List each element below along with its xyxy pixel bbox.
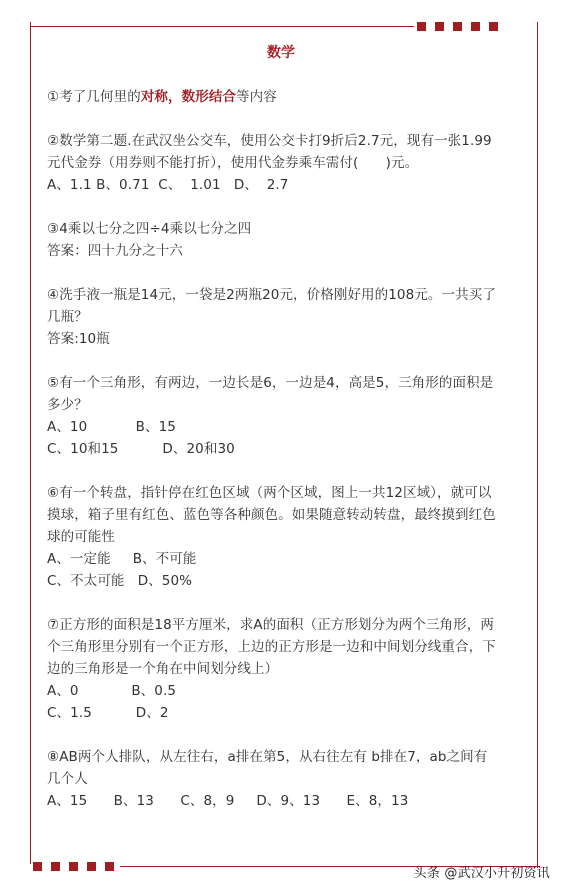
question-text	[47, 86, 499, 108]
question-answer: 答案：四十九分之十六	[47, 243, 183, 259]
question-1	[47, 86, 499, 108]
question-7	[47, 614, 499, 724]
top-border-line	[30, 26, 414, 27]
deco-square	[51, 862, 60, 871]
deco-square	[471, 22, 480, 31]
question-text: ③4乘以七分之四÷4乘以七分之四	[47, 221, 252, 237]
question-options: C、不太可能 D、50%	[47, 573, 193, 589]
question-8	[47, 746, 499, 812]
question-5	[47, 372, 499, 460]
question-options: A、15 B、13 C、8，9 D、9、13 E、8，13	[47, 793, 409, 809]
question-options: A、一定能 B、不可能	[47, 551, 197, 567]
question-text: ④洗手液一瓶是14元，一袋是2两瓶20元，价格刚好用的108元。一共买了几瓶？	[47, 287, 496, 325]
question-options: C、1.5 D、2	[47, 705, 169, 721]
top-decoration	[417, 22, 498, 31]
question-text: ⑦正方形的面积是18平方厘米，求A的面积（正方形划分为两个三角形，两个三角形里分别有一个正方形，上边的正方形是一边和中间划分线重合，下边的三角形是一个角在中间划分线上）	[47, 617, 496, 677]
question-text: ⑥有一个转盘，指针停在红色区域（两个区域，图上一共12区域），就可以摸球，箱子里有红色、蓝色等各种颜色。如果随意转动转盘，最终摸到红色球的可能性	[47, 485, 496, 545]
q1-prefix: ①考了几何里的	[47, 89, 141, 105]
question-6	[47, 482, 499, 592]
q1-separator: ，	[168, 89, 182, 105]
question-text: ⑧AB两个人排队，从左往右，a排在第5，从右往左有 b排在7，ab之间有几个人	[47, 749, 488, 787]
deco-square	[453, 22, 462, 31]
deco-square	[69, 862, 78, 871]
bottom-decoration	[33, 862, 114, 871]
deco-square	[417, 22, 426, 31]
q1-keyword-symmetry: 对称	[140, 89, 169, 105]
right-border-line	[537, 22, 538, 868]
question-options: A、0 B、0.5	[47, 683, 177, 699]
watermark: 头条 @武汉小升初资讯	[413, 866, 550, 881]
deco-square	[489, 22, 498, 31]
deco-square	[105, 862, 114, 871]
question-answer: 答案:10瓶	[47, 331, 110, 347]
question-4	[47, 284, 499, 350]
question-text: ⑤有一个三角形，有两边，一边长是6，一边是4，高是5，三角形的面积是多少？	[47, 375, 494, 413]
deco-square	[435, 22, 444, 31]
q1-keyword-number-shape: 数形结合	[181, 89, 237, 105]
deco-square	[33, 862, 42, 871]
question-options: A、1.1 B、0.71 C、 1.01 D、 2.7	[47, 177, 289, 193]
question-3	[47, 218, 499, 262]
question-text: ②数学第二题.在武汉坐公交车，使用公交卡打9折后2.7元，现有一张1.99元代金券（用券则不能打折），使用代金券乘车需付( )元。	[47, 133, 492, 171]
question-list	[47, 86, 499, 834]
page-title: 数学	[267, 45, 295, 61]
deco-square	[87, 862, 96, 871]
question-2	[47, 130, 499, 196]
question-options: C、10和15 D、20和30	[47, 441, 235, 457]
q1-suffix: 等内容	[236, 89, 277, 105]
question-options: A、10 B、15	[47, 419, 176, 435]
